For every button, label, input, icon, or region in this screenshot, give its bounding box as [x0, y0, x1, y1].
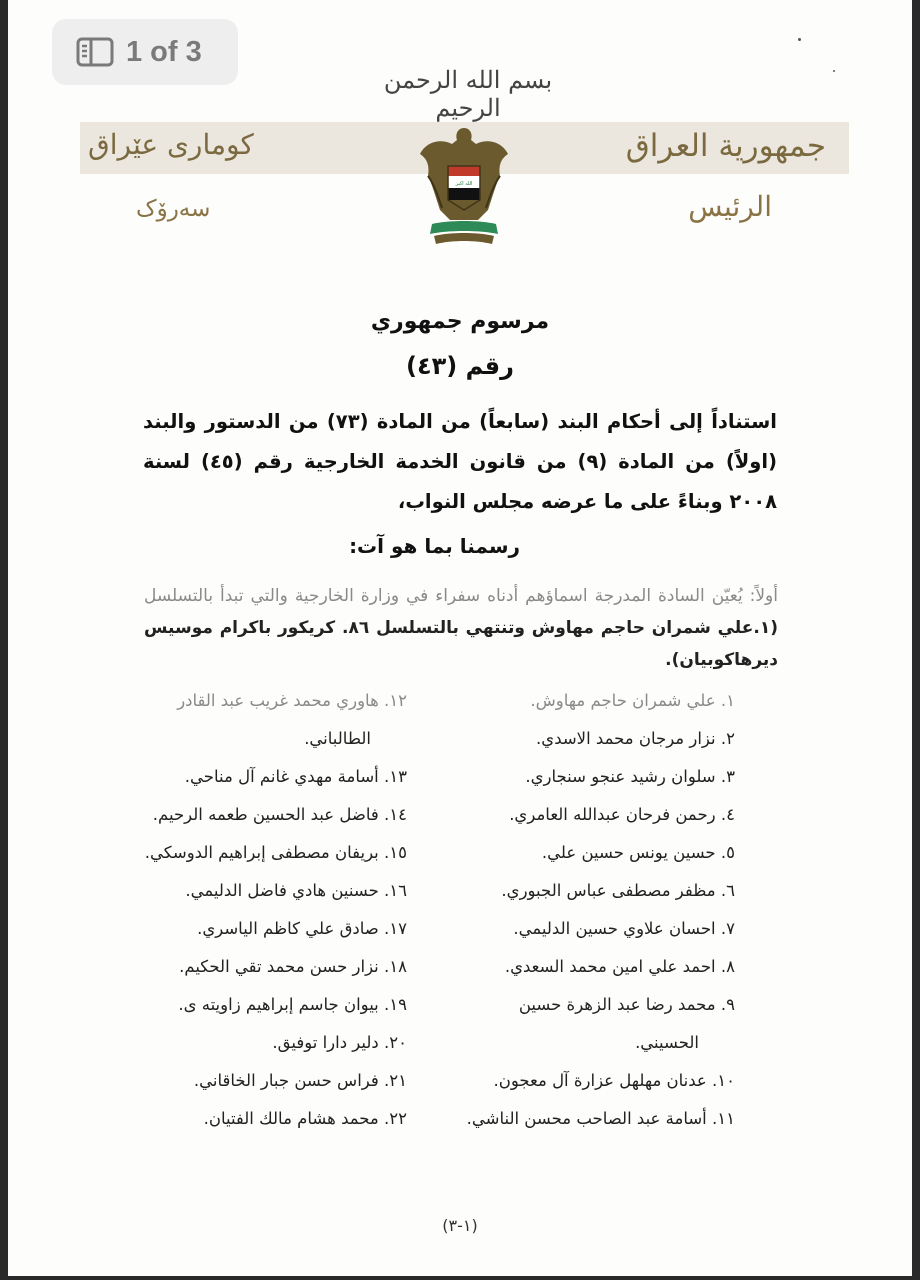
list-item: ١٦. حسنين هادي فاضل الدليمي.	[185, 881, 407, 900]
list-item: ١٧. صادق علي كاظم الياسري.	[197, 919, 407, 938]
list-item: ٢٢. محمد هشام مالك الفتيان.	[203, 1109, 407, 1128]
list-item: ٨. احمد علي امين محمد السعدي.	[504, 957, 735, 976]
names-list-right	[445, 688, 735, 1144]
list-item: ٩. محمد رضا عبد الزهرة حسين	[518, 995, 735, 1014]
list-item: ١٠. عدنان مهلهل عزارة آل معجون.	[493, 1071, 735, 1090]
names-list-left	[107, 688, 407, 1144]
list-item: ٢٠. دلير دارا توفيق.	[272, 1033, 407, 1052]
list-item: ١١. أسامة عبد الصاحب محسن الناشي.	[466, 1109, 735, 1128]
president-title: الرئيس	[688, 190, 772, 223]
clause-first	[144, 580, 778, 676]
list-item-continuation: الطالباني.	[304, 729, 371, 748]
list-item: ٦. مظفر مصطفى عباس الجبوري.	[501, 881, 735, 900]
list-item: ٥. حسين يونس حسين علي.	[541, 843, 735, 862]
eagle-emblem-icon	[418, 124, 510, 254]
list-item: ١٢. هاوري محمد غريب عبد القادر	[177, 691, 407, 710]
decree-number: رقم (٤٣)	[406, 352, 514, 380]
scan-speck	[798, 38, 801, 41]
document-page	[8, 0, 912, 1276]
sidebar-icon	[76, 37, 114, 67]
emblem-banner-text: الله اكبر	[455, 181, 473, 187]
clause-range: (١.علي شمران حاجم مهاوش وتنتهي بالتسلسل ٨٦. كريكور باكرام موسيس ديرهاكوبيان).	[144, 618, 778, 670]
list-item: ٢١. فراس حسن جبار الخاقاني.	[193, 1071, 407, 1090]
scan-speck	[833, 70, 835, 72]
page-indicator-label: 1 of 3	[126, 35, 202, 68]
list-item: ٤. رحمن فرحان عبدالله العامري.	[509, 805, 735, 824]
list-item	[107, 726, 407, 764]
list-item: ١٥. بريفان مصطفى إبراهيم الدوسكي.	[144, 843, 407, 862]
list-item: ٢. نزار مرجان محمد الاسدي.	[536, 729, 735, 748]
list-item: ٧. احسان علاوي حسين الدليمي.	[513, 919, 735, 938]
decree-preamble: استناداً إلى أحكام البند (سابعاً) من المادة (٧٣) من الدستور والبند (اولاً) من المادة (٩) من قانون الخدمة الخارجية رقم (٤٥) لسنة ٢٠٠٨ وبناءً على ما عرضه مجلس النواب،	[143, 410, 777, 513]
list-item: ٣. سلوان رشيد عنجو سنجاري.	[525, 767, 735, 786]
kurdish-republic-name: كوماری عێراق	[88, 128, 254, 161]
basmala: بسم الله الرحمن الرحيم	[383, 66, 553, 122]
list-item: ١٨. نزار حسن محمد تقي الحكيم.	[179, 957, 407, 976]
list-item-continuation: الحسيني.	[635, 1033, 699, 1052]
list-item: ١٣. أسامة مهدي غانم آل مناحي.	[184, 767, 407, 786]
list-item	[445, 1030, 735, 1068]
republic-name: جمهورية العراق	[625, 128, 826, 164]
list-item: ١. علي شمران حاجم مهاوش.	[530, 691, 735, 710]
decree-heading: مرسوم جمهوري	[370, 309, 550, 334]
page-marker: (١-٣)	[442, 1216, 478, 1235]
kurdish-president-title: سەرۆک	[136, 196, 211, 222]
list-item: ١٩. بيوان جاسم إبراهيم زاويته ى.	[178, 995, 407, 1014]
page-indicator[interactable]	[52, 19, 238, 85]
list-item: ١٤. فاضل عبد الحسين طعمه الرحيم.	[152, 805, 407, 824]
clause-first-line: أولاً: يُعيّن السادة المدرجة اسماؤهم أدناه سفراء في وزارة الخارجية والتي تبدأ بالتسلسل	[144, 586, 778, 606]
decree-resolution: رسمنا بما هو آت:	[349, 534, 520, 558]
